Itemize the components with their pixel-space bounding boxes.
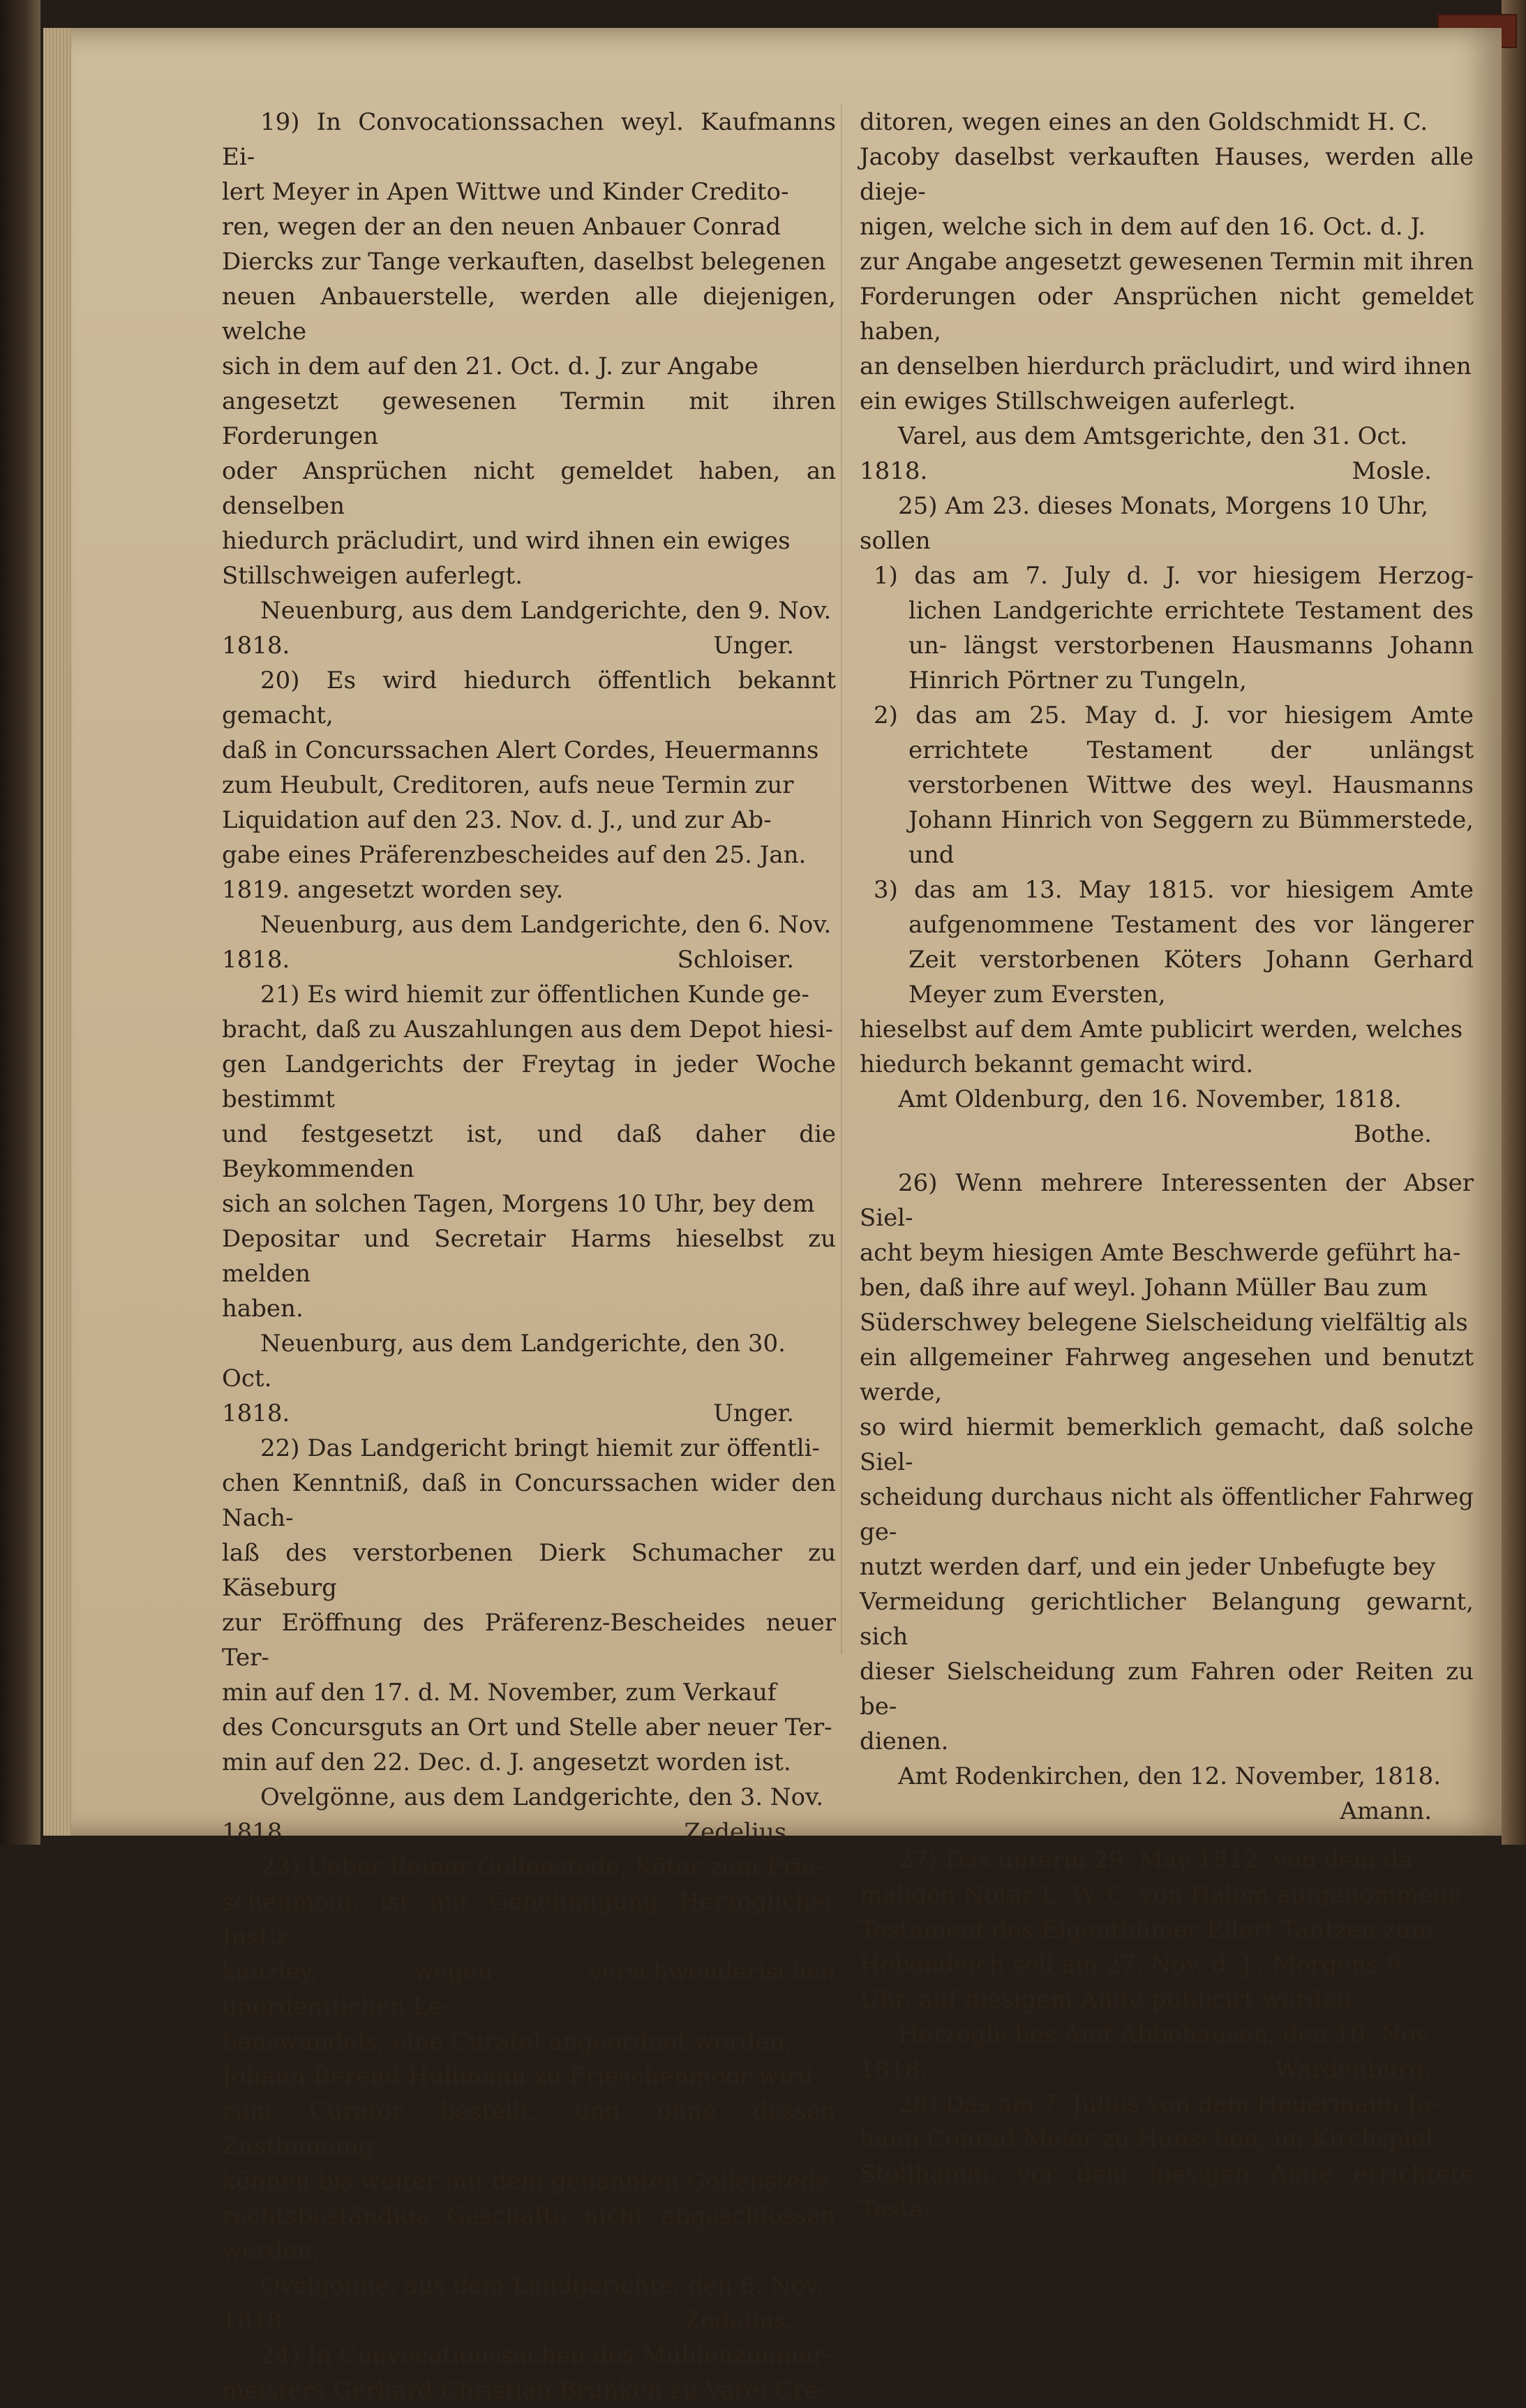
notice-24 bbox=[222, 2338, 836, 2408]
signature: Schloiser. bbox=[677, 946, 794, 974]
signature: Unger. bbox=[713, 632, 794, 660]
text-line: lert Meyer in Apen Wittwe und Kinder Credito- bbox=[222, 178, 789, 206]
text-line: so wird hiermit bemerklich gemacht, daß solche Siel- bbox=[860, 1413, 1474, 1476]
text-line: Depositar und Secretair Harms hieselbst zu melden bbox=[222, 1225, 836, 1288]
right-page-edge bbox=[1502, 0, 1526, 1845]
list-item: 2) das am 25. May d. J. vor hiesigem Amte errichtete Testament der unlängst verstorbenen Wittwe des weyl. Hausmanns Johann Hinrich von Seggern zu Bümmerstede, und bbox=[874, 701, 1474, 869]
text-line: des Concursguts an Ort und Stelle aber neuer Ter- bbox=[222, 1714, 832, 1741]
signature: Unger. bbox=[713, 1399, 794, 1427]
column-divider bbox=[841, 105, 842, 1654]
text-line: zur Eröffnung des Präferenz-Bescheides neuer Ter- bbox=[222, 1609, 836, 1672]
text-line: kanzley, wegen verschwenderischen unordentlichen Le- bbox=[222, 1958, 836, 2021]
notice-21 bbox=[222, 977, 836, 1431]
notice-19 bbox=[222, 105, 836, 663]
text-line: 20) Es wird hiedurch öffentlich bekannt gemacht, bbox=[222, 667, 836, 729]
signature: Wardenburg. bbox=[1275, 2056, 1432, 2083]
signature: Bothe. bbox=[1354, 1120, 1432, 1148]
text-line: bracht, daß zu Auszahlungen aus dem Depot hiesi- bbox=[222, 1016, 834, 1043]
text-line: Testament des Eigenthümer Eilert Tantzen zum bbox=[860, 1916, 1434, 1944]
text-line: angesetzt gewesenen Termin mit ihren Forderungen bbox=[222, 387, 836, 450]
text-line: Stillschweigen auferlegt. bbox=[222, 562, 523, 590]
signature: Zedelius. bbox=[684, 2307, 794, 2335]
text-line: Stollhamm, vor dem hiesigen Amte errichtete Testa- bbox=[860, 2160, 1474, 2223]
text-line: 24) In Convocationssachen des Mühlenzimmer- bbox=[260, 2342, 832, 2370]
signature-row bbox=[222, 2303, 836, 2338]
text-line: 22) Das Landgericht bringt hiemit zur öffentli- bbox=[260, 1434, 820, 1462]
text-line: 1819. angesetzt worden sey. bbox=[222, 876, 564, 904]
text-line: sich an solchen Tagen, Morgens 10 Uhr, bey dem bbox=[222, 1190, 815, 1218]
notice-23 bbox=[222, 1850, 836, 2338]
place-date: Varel, aus dem Amtsgerichte, den 31. Oct. bbox=[898, 422, 1408, 450]
text-line: zum Curator bestellt, und ohne dessen Zustimmung bbox=[222, 2097, 836, 2160]
year: 1818. bbox=[222, 632, 290, 660]
text-line: nigen, welche sich in dem auf den 16. Oct. d. J. bbox=[860, 213, 1426, 241]
text-line: 27) Das unterm 29. May 1812. von dem da- bbox=[898, 1846, 1421, 1874]
text-line: 21) Es wird hiemit zur öffentlichen Kunde ge- bbox=[260, 981, 809, 1009]
place-date: Amt Rodenkirchen, den 12. November, 1818. bbox=[898, 1762, 1442, 1790]
text-line: hiedurch präcludirt, und wird ihnen ein ewiges bbox=[222, 527, 791, 555]
text-line: hiedurch bekannt gemacht wird. bbox=[860, 1050, 1254, 1078]
spacer bbox=[860, 1829, 1474, 1843]
place-date: Ovelgönne, aus dem Landgerichte, den 6. Nov. bbox=[260, 2272, 824, 2300]
year: 1818. bbox=[222, 946, 290, 974]
page-stack-edges bbox=[43, 28, 71, 1836]
text-line: scheidung durchaus nicht als öffentlicher Fahrweg ge- bbox=[860, 1483, 1474, 1546]
text-line: oder Ansprüchen nicht gemeldet haben, an denselben bbox=[222, 457, 836, 520]
text-line: schenmoor, ist mit Genehmigung Herzoglicher Justiz- bbox=[222, 1888, 836, 1951]
text-line: an denselben hierdurch präcludirt, und wird ihnen bbox=[860, 352, 1472, 380]
text-line: Hobendeich soll am 27. Nov. d. J., Morgens 9 bbox=[860, 1951, 1402, 1979]
text-line: daß in Concurssachen Alert Cordes, Heuermanns bbox=[222, 736, 819, 764]
text-line: sollen bbox=[860, 527, 931, 555]
text-line: dienen. bbox=[860, 1727, 949, 1755]
signature-row bbox=[222, 942, 836, 977]
text-line: neuen Anbauerstelle, werden alle diejenigen, welche bbox=[222, 283, 836, 345]
text-line: hann Conrad Meier zu Hunschen, im Kirchspiel bbox=[860, 2125, 1433, 2153]
text-line: zum Heubult, Creditoren, aufs neue Termin zur bbox=[222, 771, 794, 799]
text-line: gabe eines Präferenzbescheides auf den 25. Jan. bbox=[222, 841, 807, 869]
list-item: 3) das am 13. May 1815. vor hiesigem Amte aufgenommene Testament des vor längerer Zeit verstorbenen Köters Johann Gerhard Meyer zum Eversten, bbox=[874, 876, 1474, 1009]
place-date: Amt Oldenburg, den 16. November, 1818. bbox=[898, 1085, 1402, 1113]
text-line: Jacoby daselbst verkauften Hauses, werden alle dieje- bbox=[860, 143, 1474, 206]
text-line: haben. bbox=[222, 1295, 304, 1323]
text-line: ein allgemeiner Fahrweg angesehen und benutzt werde, bbox=[860, 1344, 1474, 1406]
place-date: Ovelgönne, aus dem Landgerichte, den 3. Nov. bbox=[260, 1783, 824, 1811]
text-line: hieselbst auf dem Amte publicirt werden, welches bbox=[860, 1016, 1463, 1043]
text-line: Vermeidung gerichtlicher Belangung gewarnt, sich bbox=[860, 1588, 1474, 1651]
text-line: 19) In Convocationssachen weyl. Kaufmanns Ei- bbox=[222, 108, 836, 171]
year: 1818. bbox=[222, 1399, 290, 1427]
book-spine bbox=[0, 0, 40, 1845]
text-line: ein ewiges Stillschweigen auferlegt. bbox=[860, 387, 1296, 415]
text-line: nutzt werden darf, und ein jeder Unbefugte bey bbox=[860, 1553, 1436, 1581]
text-line: 28) Das am 7. Julius von dem Heuermann Jo- bbox=[898, 2090, 1439, 2118]
text-line: Süderschwey belegene Sielscheidung vielfältig als bbox=[860, 1309, 1468, 1337]
text-line: ren, wegen der an den neuen Anbauer Conrad bbox=[222, 213, 781, 241]
text-line: können bis weiter mit dem genannten Gollenstede bbox=[222, 2167, 830, 2195]
text-line: meisters Gerhard Christian Brunken zu Varel Cre- bbox=[222, 2377, 827, 2405]
left-column bbox=[222, 105, 836, 2408]
text-line: laß des verstorbenen Dierk Schumacher zu Käseburg bbox=[222, 1539, 836, 1602]
text-line: und festgesetzt ist, und daß daher die Beykommenden bbox=[222, 1120, 836, 1183]
notice-22 bbox=[222, 1431, 836, 1850]
text-line: 23) Ueber Reiner Gollenstede, Köter zum Frie- bbox=[260, 1853, 824, 1881]
text-line: Diercks zur Tange verkauften, daselbst belegenen bbox=[222, 248, 826, 276]
text-line: dieser Sielscheidung zum Fahren oder Reiten zu be- bbox=[860, 1658, 1474, 1720]
list-item: 1) das am 7. July d. J. vor hiesigem Herzog- lichen Landgerichte errichtete Testament des un- längst verstorbenen Hausmanns Johann Hinrich Pörtner zu Tungeln, bbox=[874, 562, 1474, 694]
text-line: Johann Berend Hullmann zu Frieschenmoor wird bbox=[222, 2063, 814, 2090]
text-line: chen Kenntniß, daß in Concurssachen wider den Nach- bbox=[222, 1469, 836, 1532]
signature-row bbox=[860, 454, 1474, 489]
signature: Mosle. bbox=[1352, 457, 1432, 485]
text-line: ditoren, wegen eines an den Goldschmidt H. C. bbox=[860, 108, 1428, 136]
year: 1818. bbox=[860, 2056, 928, 2083]
place-date: Neuenburg, aus dem Landgerichte, den 6. Nov. bbox=[260, 911, 832, 939]
text-line: 26) Wenn mehrere Interessenten der Abser Siel- bbox=[860, 1169, 1474, 1232]
notice-28 bbox=[860, 2087, 1474, 2227]
text-line: sich in dem auf den 21. Oct. d. J. zur Angabe bbox=[222, 352, 759, 380]
year: 1818. bbox=[860, 457, 928, 485]
text-line: rechtsbeständige Geschäfte nicht abgeschlossen werden. bbox=[222, 2202, 836, 2265]
text-line: min auf den 17. d. M. November, zum Verkauf bbox=[222, 1679, 777, 1707]
signature-row bbox=[222, 628, 836, 663]
text-line: acht beym hiesigen Amte Beschwerde geführt ha- bbox=[860, 1239, 1461, 1267]
text-line: 25) Am 23. dieses Monats, Morgens 10 Uhr, bbox=[898, 492, 1429, 520]
text-line: benswandels, eine Curatel angeordnet worden, bbox=[222, 2028, 793, 2056]
text-line: Forderungen oder Ansprüchen nicht gemeldet haben, bbox=[860, 283, 1474, 345]
text-line: min auf den 22. Dec. d. J. angesetzt worden ist. bbox=[222, 1748, 791, 1776]
signature: Amann. bbox=[1340, 1797, 1432, 1825]
place-date: Neuenburg, aus dem Landgerichte, den 30. Oct. bbox=[222, 1330, 786, 1392]
notice-27 bbox=[860, 1843, 1474, 2087]
year: 1818. bbox=[222, 2307, 290, 2335]
place-date: Herzogliches Amt Abbehausen, den 10. Nov. bbox=[898, 2021, 1434, 2049]
notice-25 bbox=[860, 489, 1474, 1152]
signature: Zedelius. bbox=[684, 1818, 794, 1846]
notice-26 bbox=[860, 1166, 1474, 1829]
signature-row bbox=[860, 2052, 1474, 2087]
text-line: maligen Notar L. W. C. von Halem aufgenommene bbox=[860, 1881, 1463, 1909]
text-line: ben, daß ihre auf weyl. Johann Müller Bau zum bbox=[860, 1274, 1428, 1302]
notice-20 bbox=[222, 663, 836, 977]
text-line: Liquidation auf den 23. Nov. d. J., und zur Ab- bbox=[222, 806, 772, 834]
signature-row bbox=[222, 1396, 836, 1431]
right-column bbox=[860, 105, 1474, 2227]
place-date: Neuenburg, aus dem Landgerichte, den 9. Nov. bbox=[260, 597, 832, 625]
text-line: zur Angabe angesetzt gewesenen Termin mit ihren bbox=[860, 248, 1474, 276]
year: 1818. bbox=[222, 1818, 290, 1846]
text-line: Uhr, auf hiesigem Amte publicirt werden. bbox=[860, 1986, 1359, 2014]
text-line: gen Landgerichts der Freytag in jeder Woche bestimmt bbox=[222, 1050, 836, 1113]
notice-24-continued bbox=[860, 105, 1474, 489]
spacer bbox=[860, 1152, 1474, 1166]
